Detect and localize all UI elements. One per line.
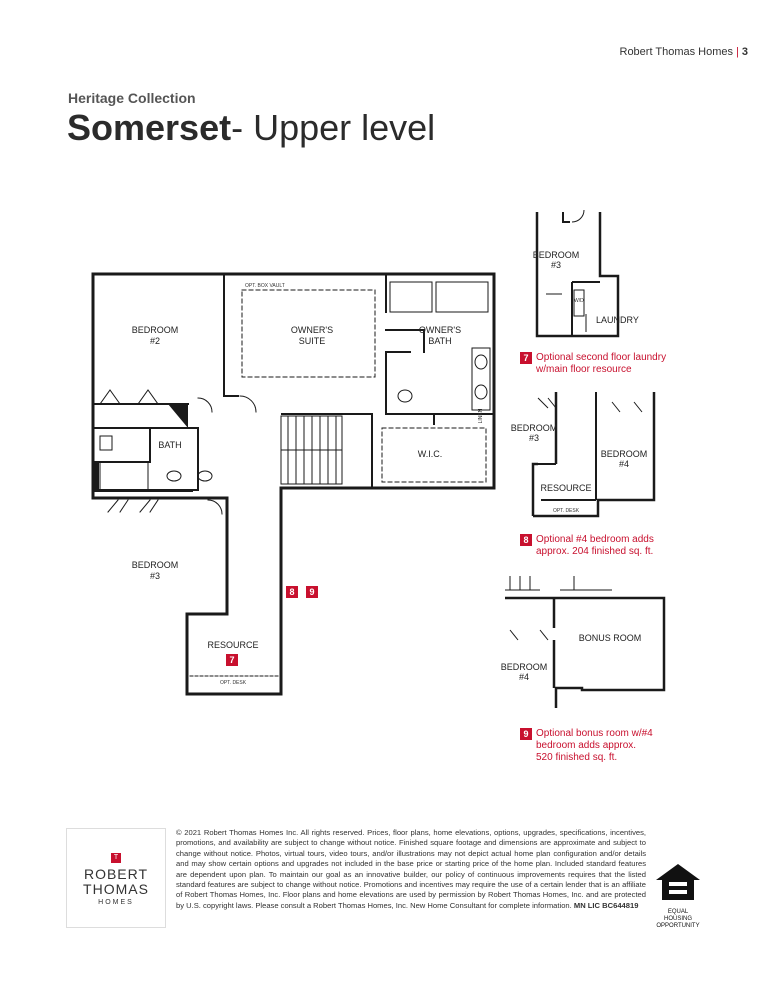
alt-bed4-bedroom4-num: #4	[618, 459, 630, 469]
note-8-line-1: Optional #4 bedroom adds	[536, 534, 654, 545]
owners-suite-label-2: SUITE	[298, 336, 326, 346]
owners-bath-label-2: BATH	[428, 336, 452, 346]
note-9-line-1: Optional bonus room w/#4	[536, 728, 653, 739]
logo-line-3: HOMES	[98, 899, 134, 906]
note-7-line-2: w/main floor resource	[536, 364, 632, 375]
alt-bonus-bedroom4: BEDROOM	[500, 662, 548, 672]
alt-bonus-bedroom4-num: #4	[518, 672, 530, 682]
equal-housing-logo	[654, 862, 702, 930]
resource-label: RESOURCE	[207, 640, 259, 650]
bedroom2-label: BEDROOM	[131, 325, 179, 335]
note-8-line-2: approx. 204 finished sq. ft.	[536, 546, 654, 557]
bonus-room-label: BONUS ROOM	[578, 633, 642, 643]
logo-line-1: ROBERT	[83, 866, 149, 882]
owners-suite-label: OWNER'S	[290, 325, 334, 335]
laundry-label: LAUNDRY	[596, 315, 639, 325]
wic-label: W.I.C.	[417, 449, 443, 459]
collection-name: Heritage Collection	[68, 90, 196, 106]
linen-label: LINEN	[478, 408, 484, 424]
equal-housing-icon	[654, 862, 702, 902]
note-7	[520, 352, 666, 376]
brand-name: Robert Thomas Homes	[619, 46, 734, 58]
eho-line-2: OPPORTUNITY	[656, 923, 700, 929]
page-number: 3	[741, 46, 748, 58]
alt-laundry-bedroom3-num: #3	[550, 260, 562, 270]
legal-disclaimer	[176, 828, 646, 911]
alt-bed4-bedroom3-num: #3	[528, 433, 540, 443]
company-logo	[66, 828, 166, 928]
legal-text: © 2021 Robert Thomas Homes Inc. All rights reserved. Prices, floor plans, home elevations, options, upgrades, specifications, incentives, promotions, and availability are subject to change without notice. Finished square footage and dimensions are approximate and subject to change without notice. Photos, virtual tours, video tours, and/or illustrations may not depict actual home plan configuration and/or details and may show certain options and upgrades not included in the base price or starting price of the home plan. Included standard features are dependent upon plan. To maintain our goal as an innovative builder, our policy of continuous improvements requires that the listed standard features are subject to change without notice. Promotions and incentives may require the use of a certain lender that is an affiliate of Robert Thomas Homes, Inc. Floor plans and home elevations are used by permission by Robert Thomas Homes, Inc. and are protected by U.S. copyright laws. Please consult a Robert Thomas Homes, Inc. New Home Consultant for complete information.	[176, 828, 646, 910]
alt-bed4-resource: RESOURCE	[540, 483, 592, 493]
model-name: Somerset	[67, 107, 232, 148]
eho-line-1: EQUAL HOUSING	[663, 909, 692, 922]
note-7-line-1: Optional second floor laundry	[536, 352, 667, 363]
badge-8: 8	[289, 587, 295, 597]
bedroom3-label: BEDROOM	[131, 560, 179, 570]
opt-box-vault-label: OPT. BOX VAULT	[245, 283, 285, 289]
alt-bed4-opt-desk: OPT. DESK	[552, 508, 580, 514]
bedroom2-number: #2	[149, 336, 161, 346]
note-9	[520, 728, 653, 764]
note-9-line-3: 520 finished sq. ft.	[536, 752, 618, 763]
badge-7: 7	[229, 655, 235, 665]
wd-label: W/D	[574, 298, 584, 304]
note-9-line-2: bedroom adds approx.	[536, 740, 637, 751]
note-9-badge: 9	[520, 728, 532, 740]
logo-line-2: THOMAS	[83, 881, 149, 897]
bedroom3-number: #3	[149, 571, 161, 581]
note-8	[520, 534, 654, 558]
alt-laundry-bedroom3: BEDROOM	[532, 250, 580, 260]
license-number: MN LIC BC644819	[573, 900, 639, 910]
badge-9: 9	[309, 587, 315, 597]
alt-bed4-bedroom3: BEDROOM	[510, 423, 558, 433]
alt-bed4-bedroom4: BEDROOM	[600, 449, 648, 459]
opt-desk-label: OPT. DESK	[219, 680, 247, 686]
bath-label: BATH	[158, 440, 182, 450]
note-7-badge: 7	[520, 352, 532, 364]
header-separator: |	[736, 46, 739, 58]
logo-mark: T	[111, 853, 121, 863]
title-suffix: - Upper level	[231, 107, 436, 148]
owners-bath-label: OWNER'S	[418, 325, 462, 335]
note-8-badge: 8	[520, 534, 532, 546]
